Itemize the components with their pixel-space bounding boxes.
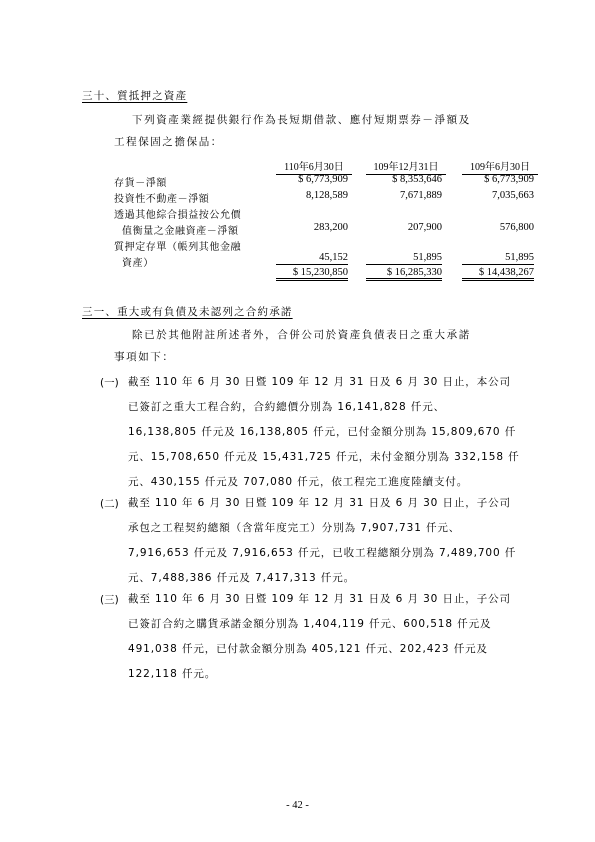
table-cell: 283,200 — [313, 222, 348, 233]
table-cell: 45,152 — [276, 252, 348, 265]
table-cell: 576,800 — [499, 222, 534, 233]
section-30-intro-line-1: 下列資產業經提供銀行作為長短期借款、應付短期票券－淨額及 — [132, 114, 471, 126]
item-line: 截至 110 年 6 月 30 日暨 109 年 12 月 31 日及 6 月 30 日止，本公司 — [128, 376, 511, 388]
table-row-label: 值衡量之金融資產－淨額 — [122, 226, 239, 237]
table-cell: 7,035,663 — [492, 190, 534, 201]
table-row-label: 存貨－淨額 — [114, 178, 167, 189]
section-31-intro-line-1: 除已於其他附註所述者外，合併公司於資產負債表日之重大承諾 — [132, 329, 471, 341]
table-cell: 207,900 — [407, 222, 442, 233]
table-cell: $ 6,773,909 — [484, 174, 534, 185]
table-cell: $ 8,353,646 — [392, 174, 442, 185]
table-cell: 51,895 — [462, 252, 534, 265]
item-line: 元、15,708,650 仟元及 15,431,725 仟元，未付金額分別為 332,158 仟 — [128, 451, 520, 463]
item-line: 122,118 仟元。 — [128, 668, 217, 680]
table-total: $ 16,285,330 — [366, 267, 442, 281]
item-line: 元、7,488,386 仟元及 7,417,313 仟元。 — [128, 572, 355, 584]
item-line: 16,138,805 仟元及 16,138,805 仟元，已付金額分別為 15,809,670 仟 — [128, 426, 517, 438]
item-line: 元、430,155 仟元及 707,080 仟元，依工程完工進度陸續支付。 — [128, 476, 469, 488]
item-line: 491,038 仟元，已付款金額分別為 405,121 仟元、202,423 仟元及 — [128, 643, 488, 655]
item-line: 7,916,653 仟元及 7,916,653 仟元，已收工程總額分別為 7,489,700 仟 — [128, 547, 517, 559]
item-line: 截至 110 年 6 月 30 日暨 109 年 12 月 31 日及 6 月 30 日止，子公司 — [128, 497, 511, 509]
section-31-heading: 三一、重大或有負債及未認列之合約承諾 — [82, 306, 293, 318]
table-row-label: 質押定存單（帳列其他金融 — [114, 242, 242, 253]
item-line: 承包之工程契約總額（含當年度完工）分別為 7,907,731 仟元、 — [128, 522, 461, 534]
column-header: 109年12月31日 — [366, 158, 446, 175]
table-cell: $ 6,773,909 — [298, 174, 348, 185]
table-cell: 51,895 — [366, 252, 442, 265]
table-cell: 8,128,589 — [306, 190, 348, 201]
section-31-intro-line-2: 事項如下： — [114, 351, 175, 363]
table-cell: 7,671,889 — [400, 190, 442, 201]
table-row-label: 透過其他綜合損益按公允價 — [114, 210, 242, 221]
table-row-label: 資產） — [122, 258, 154, 269]
section-30-intro-line-2: 工程保固之擔保品： — [114, 136, 223, 148]
item-marker: (一) — [100, 377, 119, 389]
item-marker: (二) — [100, 498, 119, 510]
table-total: $ 14,438,267 — [462, 267, 534, 281]
table-row-label: 投資性不動產－淨額 — [114, 194, 210, 205]
column-header: 109年6月30日 — [462, 158, 538, 175]
page-number: - 42 - — [286, 800, 309, 811]
column-header: 110年6月30日 — [276, 158, 352, 175]
item-line: 已簽訂合約之購貨承諾金額分別為 1,404,119 仟元、600,518 仟元及 — [128, 618, 492, 630]
item-line: 已簽訂之重大工程合約，合約總價分別為 16,141,828 仟元、 — [128, 401, 445, 413]
item-line: 截至 110 年 6 月 30 日暨 109 年 12 月 31 日及 6 月 30 日止，子公司 — [128, 593, 511, 605]
section-30-heading: 三十、質抵押之資產 — [82, 90, 188, 102]
table-total: $ 15,230,850 — [276, 267, 348, 281]
item-marker: (三) — [100, 594, 119, 606]
